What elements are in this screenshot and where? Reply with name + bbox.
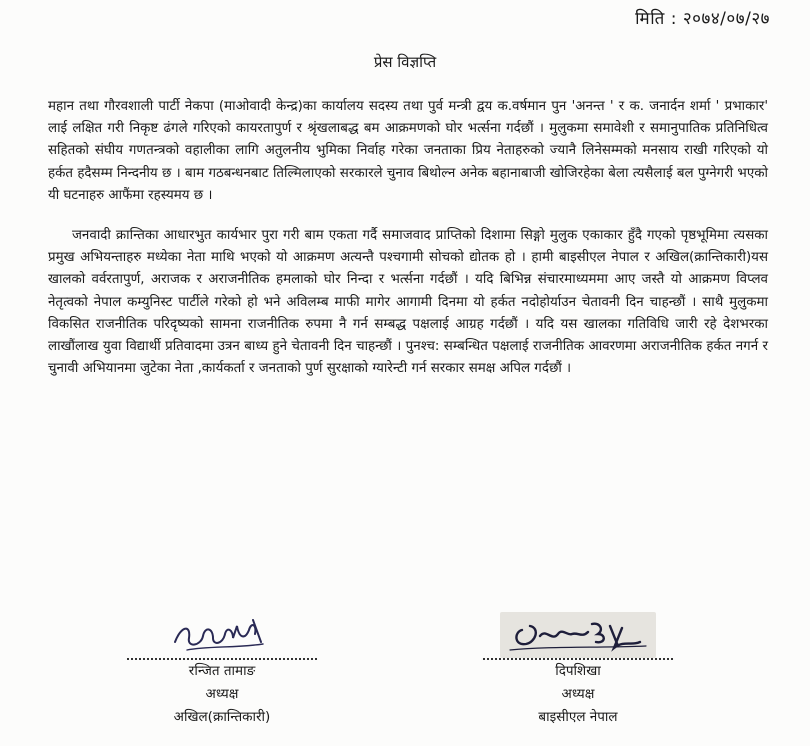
signatory-role-right: अध्यक्ष (561, 686, 595, 702)
signatory-name-right: दिपशिखा (555, 663, 601, 679)
signature-left-image (167, 612, 277, 658)
signature-right-image (500, 612, 656, 658)
paragraph-1: महान तथा गौरवशाली पार्टी नेकपा (माओवादी केन्द्र)का कार्यालय सदस्य तथा पुर्व मन्त्री द्वय क.वर्षमान पुन 'अनन्त ' र क. जनार्दन शर्मा ' प्रभाकार' लाई लक्षित गरी निकृष्ट ढंगले गरिएको कायरतापुर्ण र श्रृंखलाबद्ध बम आक्रमणको घोर भर्त्सना गर्दछौं । मुलुकमा समावेशी र समानुपातिक प्रतिनिधित्व सहितको संघीय गणतन्त्रको वहालीका लागि अतुलनीय भुमिका निर्वाह गरेका जनताका प्रिय नेताहरुको ज्यानै लिनेसम्मको मनसाय राखी गरिएको यो हर्कत हदैसम्म निन्दनीय छ । बाम गठबन्धनबाट तिल्मिलाएको सरकारले चुनाव बिथोल्न अनेक बहानाबाजी खोजिरहेका बेला त्यसैलाई बल पुग्नेगरी भएको यी घटनाहरु आफैंमा रहस्यमय छ । (48, 99, 768, 203)
paragraph-2: जनवादी क्रान्तिका आधारभुत कार्यभार पुरा गरी बाम एकता गर्दै समाजवाद प्राप्तिको दिशामा सिङ्गो मुलुक एकाकार हुँदै गएको पृष्ठभूमिमा त्यसका प्रमुख अभियन्ताहरु मध्येका नेता माथि भएको यो आक्रमण अत्यन्तै पश्चगामी सोचको द्योतक हो । हामी बाइसीएल नेपाल र अखिल(क्रान्तिकारी)यस खालको वर्वरतापुर्ण, अराजक र अराजनीतिक हमलाको घोर निन्दा र भर्त्सना गर्दछौं । यदि बिभिन्न संचारमाध्यममा आए जस्तै यो आक्रमण विप्लव नेतृत्वको नेपाल कम्युनिस्ट पार्टीले गरेको हो भने अविलम्ब माफी मागेर आगामी दिनमा यो हर्कत नदोहोर्याउन चेतावनी दिन चाहन्छौं । साथै मुलुकमा विकसित राजनीतिक परिदृष्यको सामना राजनीतिक रुपमा नै गर्न सम्बद्ध पक्षलाई आग्रह गर्दछौं । यदि यस खालका गतिविधि जारी रहे देशभरका लाखौंलाख युवा विद्यार्थी प्रतिवादमा उत्रन बाध्य हुने चेतावनी दिन चाहन्छौं । पुनश्च: सम्बन्धित पक्षलाई राजनीतिक आवरणमा अराजनीतिक हर्कत नगर्न र चुनावी अभियानमा जुटेका नेता ,कार्यकर्ता र जनताको पुर्ण सुरक्षाको ग्यारेन्टी गर्न सरकार समक्ष अपिल गर्दछौं । (48, 228, 768, 377)
press-release-body (48, 96, 768, 380)
signatory-block-right (480, 612, 676, 729)
signatory-org-right: बाइसीएल नेपाल (538, 709, 618, 725)
signatory-org-left: अखिल(क्रान्तिकारी) (173, 709, 271, 725)
document-title: प्रेस विज्ञप्ति (373, 53, 437, 71)
signatory-name-left: रन्जित तामाङ (188, 663, 256, 679)
signatory-role-left: अध्यक्ष (205, 686, 239, 702)
date-line: मिति : २०७४/०७/२७ (635, 9, 770, 29)
signatory-block-left (122, 612, 322, 729)
